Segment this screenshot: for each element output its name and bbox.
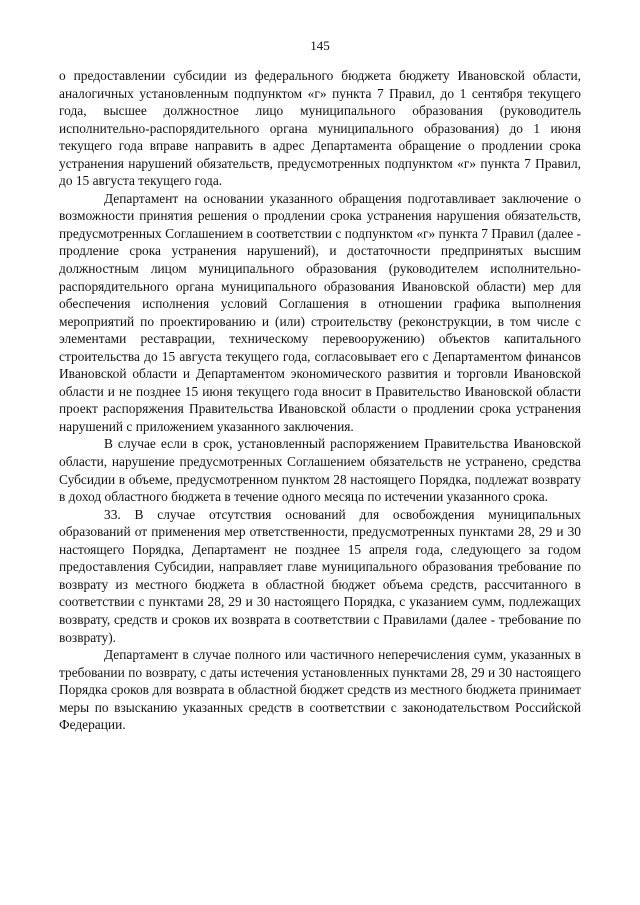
document-body	[59, 67, 581, 734]
paragraph-department-conclusion: Департамент на основании указанного обращения подготавливает заключение о возможности принятия решения о продлении срока устранения нарушения обязательств, предусмотренных Соглашением в соответствии с подпунктом «г» пункта 7 Правил (далее - продление срока устранения нарушений), и достаточности предпринятых высшим должностным лицом муниципального образования (руководителем исполнительно-распорядительного органа муниципального образования Ивановской области) мер для обеспечения исполнения условий Соглашения в отношении графика выполнения мероприятий по проектированию и (или) строительству (реконструкции, в том числе с элементами реставрации, техническому перевооружению) объектов капитального строительства до 15 августа текущего года, согласовывает его с Департаментом финансов Ивановской области и Департаментом экономического развития и торговли Ивановской области и не позднее 15 июня текущего года вносит в Правительство Ивановской области проект распоряжения Правительства Ивановской области о продлении срока устранения нарушений с приложением указанного заключения.	[59, 190, 581, 434]
page-number: 145	[310, 38, 330, 53]
paragraph-continuation: о предоставлении субсидии из федерального бюджета бюджету Ивановской области, аналогичных установленным подпунктом «г» пункта 7 Правил, до 1 сентября текущего года, высшее должностное лицо муниципального образования (руководитель исполнительно-распорядительного органа муниципального образования) до 1 июня текущего года вправе направить в адрес Департамента обращение о продлении срока устранения нарушений обязательств, предусмотренных подпунктом «г» пункта 7 Правил, до 15 августа текущего года.	[59, 68, 581, 189]
paragraph-clause-33: 33. В случае отсутствия оснований для освобождения муниципальных образований от применения мер ответственности, предусмотренных пунктами 28, 29 и 30 настоящего Порядка, Департамент не позднее 15 апреля года, следующего за годом предоставления Субсидии, направляет главе муниципального образования требование по возврату из местного бюджета в областной бюджет объема средств, рассчитанного в соответствии с пунктами 28, 29 и 30 настоящего Порядка, с указанием сумм, подлежащих возврату, средств и сроков их возврата в соответствии с Правилами (далее - требование по возврату).	[59, 506, 581, 645]
paragraph-refund-if-not-fixed: В случае если в срок, установленный распоряжением Правительства Ивановской области, нарушение предусмотренных Соглашением обязательств не устранено, средства Субсидии в объеме, предусмотренном пунктом 28 настоящего Порядка, подлежат возврату в доход областного бюджета в течение одного месяца по истечении указанного срока.	[59, 436, 581, 505]
paragraph-recovery-measures: Департамент в случае полного или частичного неперечисления сумм, указанных в требовании по возврату, с даты истечения установленных пунктами 28, 29 и 30 настоящего Порядка сроков для возврата в областной бюджет средств из местного бюджета принимает меры по взысканию указанных средств в соответствии с законодательством Российской Федерации.	[59, 647, 581, 733]
